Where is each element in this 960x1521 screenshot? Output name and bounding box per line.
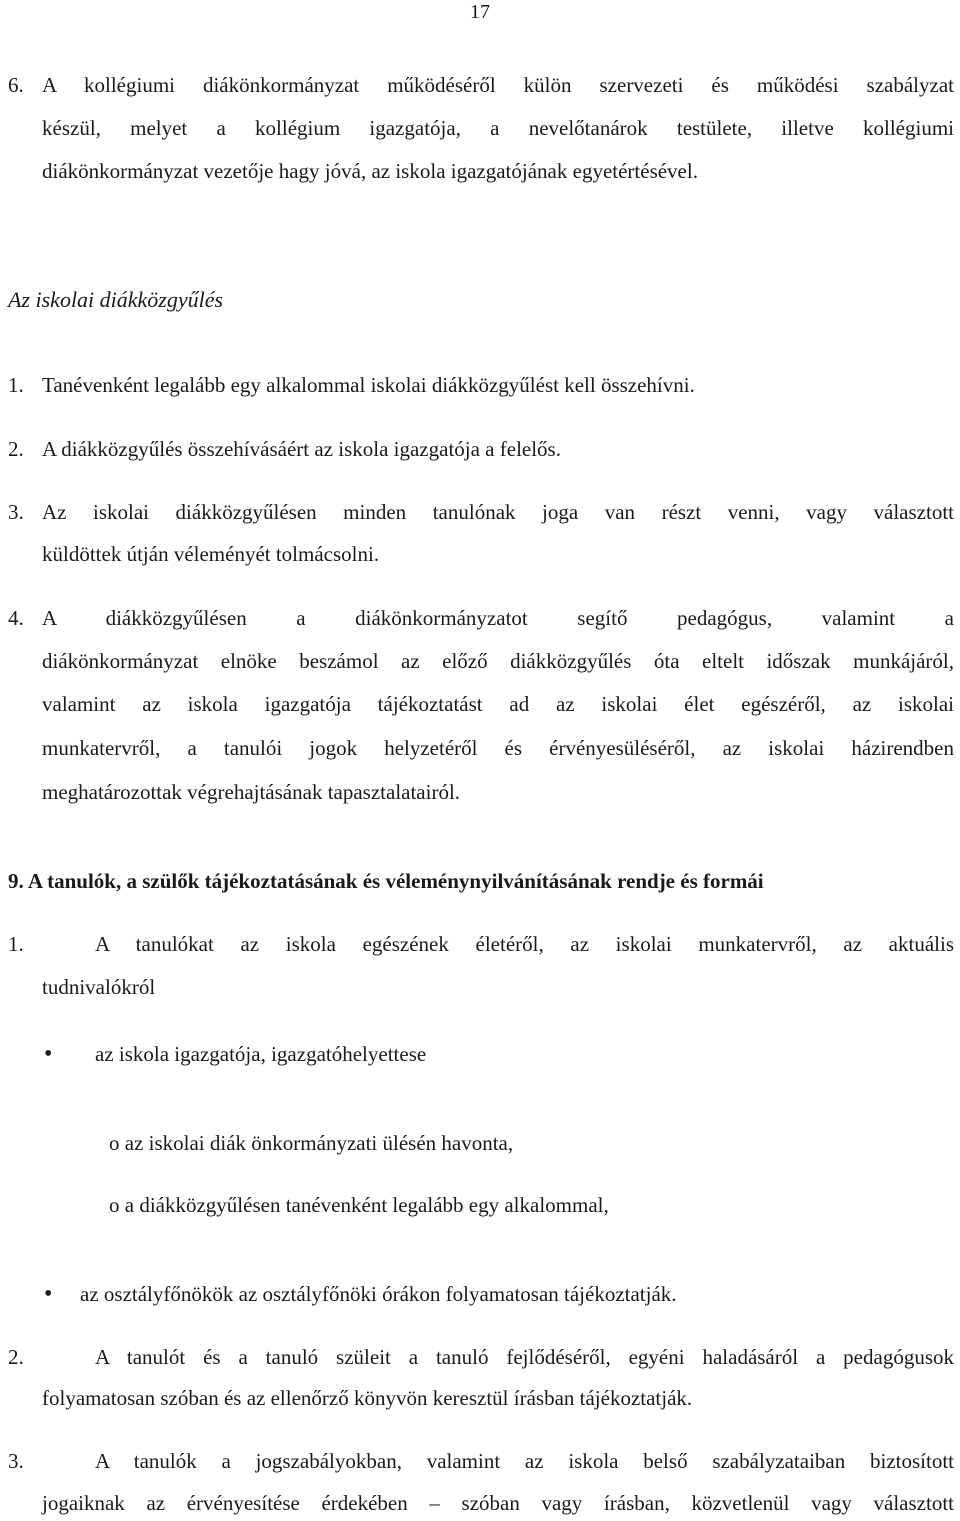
paragraph-line: Az iskolai diákközgyűlésen minden tanulónak joga van részt venni, vagy választott bbox=[42, 500, 954, 524]
paragraph-line: A kollégiumi diákönkormányzat működéséről külön szervezeti és működési szabályzat bbox=[42, 73, 954, 97]
paragraph-line: A tanulók a jogszabályokban, valamint az iskola belső szabályzataiban biztosított bbox=[95, 1449, 954, 1473]
paragraph-line: A tanulókat az iskola egészének életéről, az iskolai munkatervről, az aktuális bbox=[95, 932, 954, 956]
item-number: 1. bbox=[8, 932, 24, 956]
bullet-icon: • bbox=[44, 1281, 53, 1307]
section-heading: Az iskolai diákközgyűlés bbox=[8, 287, 224, 312]
bullet-item: az osztályfőnökök az osztályfőnöki órákon folyamatosan tájékoztatják. bbox=[80, 1282, 677, 1306]
paragraph-line: jogaiknak az érvényesítése érdekében – szóban vagy írásban, közvetlenül vagy választott bbox=[42, 1491, 954, 1515]
item-number: 3. bbox=[8, 500, 24, 524]
paragraph-line: Tanévenként legalább egy alkalommal iskolai diákközgyűlést kell összehívni. bbox=[42, 373, 695, 397]
paragraph-line: tudnivalókról bbox=[42, 975, 156, 999]
paragraph-line: A tanulót és a tanuló szüleit a tanuló fejlődéséről, egyéni haladásáról a pedagógusok bbox=[95, 1345, 954, 1369]
bullet-icon: • bbox=[44, 1041, 53, 1067]
bullet-item: az iskola igazgatója, igazgatóhelyettese bbox=[95, 1042, 427, 1066]
item-number: 2. bbox=[8, 1345, 24, 1369]
paragraph-line: A diákközgyűlésen a diákönkormányzatot segítő pedagógus, valamint a bbox=[42, 606, 954, 630]
sub-item: o a diákközgyűlésen tanévenként legalább egy alkalommal, bbox=[109, 1193, 609, 1217]
paragraph-line: diákönkormányzat elnöke beszámol az előző diákközgyűlés óta eltelt időszak munkájáról, bbox=[42, 649, 954, 673]
paragraph-line: meghatározottak végrehajtásának tapasztalatairól. bbox=[42, 780, 461, 804]
item-number: 2. bbox=[8, 437, 24, 461]
item-number: 6. bbox=[8, 73, 24, 97]
paragraph-line: valamint az iskola igazgatója tájékoztatást ad az iskolai élet egészéről, az iskolai bbox=[42, 692, 954, 716]
paragraph-line: készül, melyet a kollégium igazgatója, a nevelőtanárok testülete, illetve kollégiumi bbox=[42, 116, 954, 140]
paragraph-line: küldöttek útján véleményét tolmácsolni. bbox=[42, 542, 380, 566]
item-number: 1. bbox=[8, 373, 24, 397]
page-number: 17 bbox=[470, 1, 490, 23]
paragraph-line: munkatervről, a tanulói jogok helyzetéről és érvényesüléséről, az iskolai házirendben bbox=[42, 736, 954, 760]
paragraph-line: A diákközgyűlés összehívásáért az iskola igazgatója a felelős. bbox=[42, 437, 561, 461]
sub-item: o az iskolai diák önkormányzati ülésén havonta, bbox=[109, 1131, 514, 1155]
paragraph-line: diákönkormányzat vezetője hagy jóvá, az iskola igazgatójának egyetértésével. bbox=[42, 159, 698, 183]
item-number: 4. bbox=[8, 606, 24, 630]
section-heading: 9. A tanulók, a szülők tájékoztatásának és véleménynyilvánításának rendje és formái bbox=[8, 869, 764, 893]
paragraph-line: folyamatosan szóban és az ellenőrző könyvön keresztül írásban tájékoztatják. bbox=[42, 1386, 693, 1410]
item-number: 3. bbox=[8, 1449, 24, 1473]
